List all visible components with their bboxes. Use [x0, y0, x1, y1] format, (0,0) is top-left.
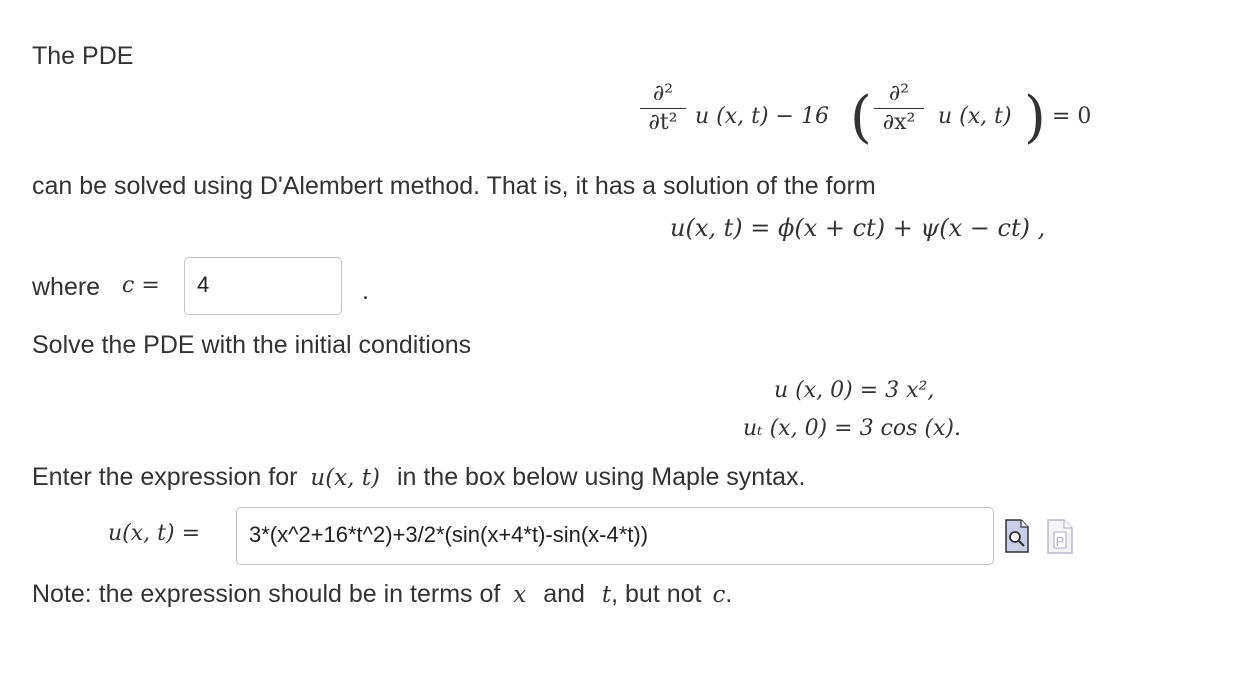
preview-icon[interactable]: [1005, 519, 1029, 553]
partial-x2-fraction: [874, 82, 924, 135]
partial-t2-fraction: [640, 82, 686, 135]
right-paren: ): [1024, 85, 1046, 150]
solution-form: u(x, t) = ϕ(x + ct) + ψ(x − ct) ,: [670, 214, 1046, 242]
partial-t2-denominator: ∂t²: [648, 110, 678, 135]
note-end: .: [725, 580, 733, 608]
svg-text:P: P: [1055, 534, 1065, 549]
pde-term2: u (x, t): [938, 104, 1012, 129]
pde-rhs: = 0: [1052, 104, 1092, 129]
pde-term1: u (x, t) − 16: [695, 104, 829, 129]
partial-x2-denominator: ∂x²: [882, 110, 916, 135]
condition-ut: uₜ (x, 0) = 3 cos (x).: [743, 416, 961, 441]
partial-t2-numerator: ∂²: [652, 81, 674, 106]
intro-label: The PDE: [32, 42, 134, 70]
enter-text-var: u(x, t): [310, 465, 380, 491]
condition-u: u (x, 0) = 3 x²,: [774, 378, 935, 403]
answer-input[interactable]: 3*(x^2+16*t^2)+3/2*(sin(x+4*t)-sin(x-4*t)): [236, 507, 994, 565]
maple-help-icon[interactable]: [1047, 519, 1073, 554]
note-before: Note: the expression should be in terms of: [32, 580, 501, 608]
answer-label: u(x, t) =: [108, 521, 200, 546]
where-period: .: [362, 277, 369, 305]
note-text: [32, 579, 732, 610]
partial-x2-numerator: ∂²: [888, 81, 910, 106]
note-and: and: [543, 580, 585, 608]
note-but: , but not: [611, 580, 702, 608]
note-t: t: [601, 582, 612, 608]
note-x: x: [513, 582, 527, 608]
enter-expression-text: [32, 462, 806, 493]
method-text: can be solved using D'Alembert method. That is, it has a solution of the form: [32, 172, 876, 200]
left-paren: (: [850, 85, 872, 150]
enter-text-before: Enter the expression for: [32, 463, 298, 491]
enter-text-after: in the box below using Maple syntax.: [396, 463, 806, 491]
c-value-input[interactable]: 4: [184, 257, 342, 315]
note-c: c: [712, 582, 726, 608]
c-equals: c =: [122, 273, 160, 298]
initial-conditions-text: Solve the PDE with the initial conditions: [32, 331, 472, 359]
where-label: where: [32, 273, 101, 301]
